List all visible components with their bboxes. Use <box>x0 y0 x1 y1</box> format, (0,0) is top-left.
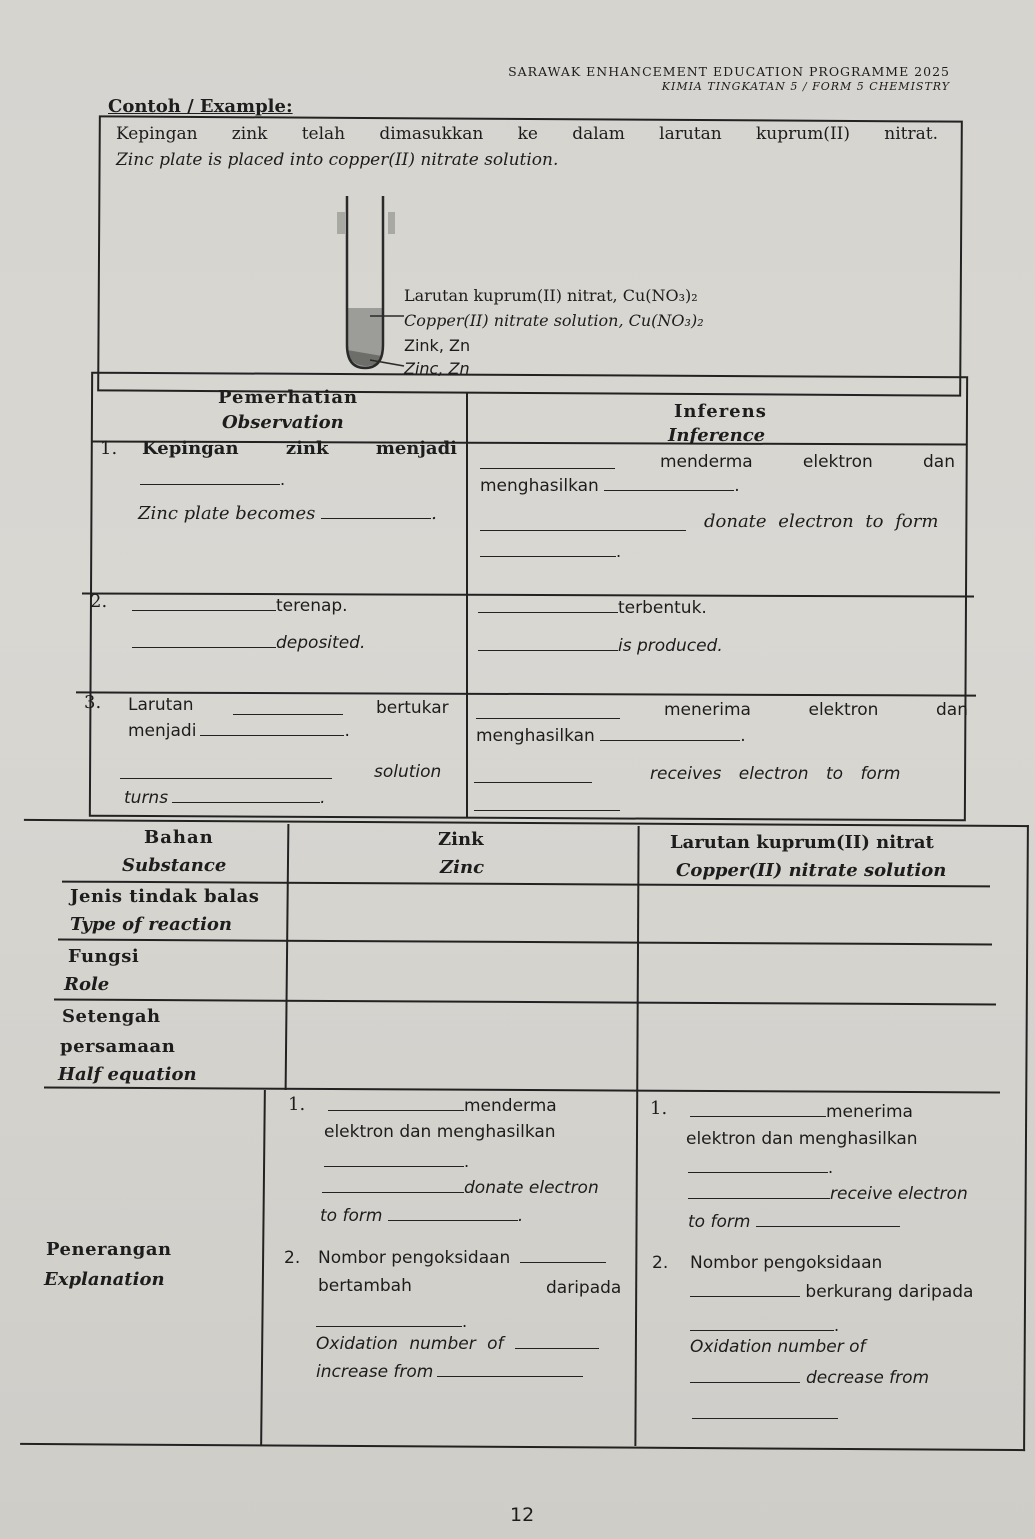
answer-blank[interactable] <box>515 1348 599 1349</box>
row-half-en: Half equation <box>58 1064 197 1085</box>
row-type-ms: Jenis tindak balas <box>70 886 260 907</box>
answer-blank[interactable] <box>478 650 618 651</box>
obs-header-ms: Pemerhatian <box>218 387 359 408</box>
row3-obs-ms-2: bertukar <box>376 698 449 718</box>
sol-expl-2d: decrease from <box>690 1368 929 1388</box>
programme-header: SARAWAK ENHANCEMENT EDUCATION PROGRAMME 2025 <box>508 64 950 79</box>
word: larutan <box>659 124 722 144</box>
solution-label-ms: Larutan kuprum(II) nitrat, Cu(NO₃)₂ <box>404 286 698 305</box>
answer-blank[interactable] <box>120 764 332 783</box>
col-zinc-en: Zinc <box>440 857 485 878</box>
zinc-expl-1d: to form . <box>320 1206 524 1226</box>
solution-label-en: Copper(II) nitrate solution, Cu(NO₃)₂ <box>404 311 704 330</box>
answer-blank[interactable]: . <box>324 1152 469 1171</box>
sol-expl-2c: Oxidation number of <box>690 1337 866 1357</box>
answer-blank[interactable] <box>476 704 620 723</box>
zinc-label-en: Zinc, Zn <box>404 359 470 378</box>
answer-blank[interactable] <box>328 1110 464 1111</box>
inf-header-en: Inference <box>668 425 766 446</box>
row-number: 3. <box>84 692 102 713</box>
row2-obs-ms: terenap. <box>132 596 348 616</box>
row2-inf-ms: terbentuk. <box>478 598 707 618</box>
col-solution-ms: Larutan kuprum(II) nitrat <box>670 832 934 853</box>
answer-blank[interactable] <box>690 1296 800 1297</box>
answer-blank[interactable] <box>756 1226 900 1227</box>
row2-inf-en: is produced. <box>478 636 723 656</box>
test-tube-diagram <box>320 190 410 380</box>
answer-blank[interactable] <box>132 647 276 648</box>
answer-blank[interactable]: . <box>316 1312 467 1331</box>
zinc-plate-top <box>388 212 395 234</box>
answer-blank[interactable] <box>604 490 734 491</box>
row3-inf-ms <box>664 700 968 720</box>
col-solution-en: Copper(II) nitrate solution <box>676 860 947 881</box>
row-number: 1. <box>100 438 118 459</box>
example-statement-ms <box>116 124 938 144</box>
answer-blank[interactable] <box>322 1192 464 1193</box>
zinc-label-ms: Zink, Zn <box>404 336 471 355</box>
answer-blank[interactable] <box>321 518 431 519</box>
row1-inf-ms <box>660 452 955 472</box>
answer-blank[interactable] <box>692 1404 838 1423</box>
row-half-ms-2: persamaan <box>60 1036 176 1057</box>
word: menjadi <box>375 438 457 459</box>
zinc-expl-2b: bertambah <box>318 1276 412 1296</box>
zinc-expl-1c: donate electron <box>322 1178 599 1198</box>
word: dalam <box>572 124 625 144</box>
word: elektron <box>802 452 873 472</box>
row-expl-en: Explanation <box>44 1269 165 1290</box>
answer-blank[interactable] <box>480 454 615 473</box>
sol-expl-2b: berkurang daripada <box>690 1282 973 1302</box>
example-statement-en: Zinc plate is placed into copper(II) nitrate solution. <box>116 150 559 170</box>
row3-obs-ms-1: Larutan <box>128 695 194 715</box>
row3-obs-en-1: solution <box>374 762 442 782</box>
answer-blank[interactable] <box>474 768 592 787</box>
row-type-en: Type of reaction <box>70 914 232 935</box>
answer-blank[interactable]: . <box>688 1158 833 1177</box>
zinc-expl-2e: increase from <box>316 1362 583 1382</box>
col-substance-en: Substance <box>122 855 227 876</box>
inf-header-ms: Inferens <box>674 401 767 422</box>
answer-blank[interactable] <box>437 1376 583 1377</box>
row2-obs-en: deposited. <box>132 633 365 653</box>
obs-col-divider <box>466 392 468 817</box>
zinc-plate-top <box>337 212 345 234</box>
answer-blank[interactable] <box>478 612 618 613</box>
word: dan <box>923 452 955 472</box>
word: zink <box>231 124 268 144</box>
sol-expl-num-2: 2. <box>652 1253 669 1273</box>
answer-blank[interactable] <box>600 740 740 741</box>
word: telah <box>301 124 346 144</box>
sol-expl-1d: to form <box>688 1212 900 1232</box>
answer-blank[interactable] <box>688 1198 830 1199</box>
sol-expl-1b: elektron dan menghasilkan <box>686 1129 918 1149</box>
row-expl-ms: Penerangan <box>46 1239 172 1260</box>
row3-inf-en: receives electron to form <box>650 764 901 784</box>
answer-blank[interactable]: . <box>140 470 285 489</box>
zinc-expl-num-1: 1. <box>288 1094 306 1115</box>
answer-blank[interactable] <box>172 802 320 803</box>
word: nitrat. <box>884 124 938 144</box>
answer-blank[interactable] <box>132 610 276 611</box>
zinc-expl-2c: daripada <box>546 1278 622 1298</box>
row-half-ms-1: Setengah <box>62 1006 161 1027</box>
answer-blank[interactable]: . <box>480 542 621 561</box>
row3-inf-ms-2: menghasilkan . <box>476 726 746 746</box>
row-role-en: Role <box>64 974 110 995</box>
answer-blank[interactable] <box>690 1116 826 1117</box>
row1-inf-en: donate electron to form <box>704 511 939 532</box>
page-number: 12 <box>510 1504 535 1526</box>
row3-obs-en-2: turns . <box>124 788 326 808</box>
answer-blank[interactable]: . <box>690 1316 839 1335</box>
word: dimasukkan <box>379 124 484 144</box>
answer-blank[interactable] <box>690 1382 800 1383</box>
col-substance-ms: Bahan <box>144 827 214 848</box>
row1-obs-en: Zinc plate becomes . <box>138 503 437 524</box>
zinc-expl-num-2: 2. <box>284 1248 301 1268</box>
word: Kepingan <box>116 124 198 144</box>
sol-expl-2a: Nombor pengoksidaan <box>690 1253 883 1273</box>
example-title: Contoh / Example: <box>108 96 293 117</box>
zinc-expl-1b: elektron dan menghasilkan <box>324 1122 556 1142</box>
subject-header: KIMIA TINGKATAN 5 / FORM 5 CHEMISTRY <box>661 80 950 93</box>
answer-blank[interactable] <box>233 700 343 719</box>
col-zinc-ms: Zink <box>438 829 484 850</box>
sol-expl-1a: menerima <box>690 1102 913 1122</box>
word: dan <box>936 700 968 720</box>
obs-header-en: Observation <box>222 412 344 433</box>
row-role-ms: Fungsi <box>68 946 140 967</box>
word: ke <box>517 124 538 144</box>
sol-expl-1c: receive electron <box>688 1184 968 1204</box>
zinc-expl-2d: Oxidation number of <box>316 1334 599 1354</box>
answer-blank[interactable] <box>388 1220 518 1221</box>
row3-obs-ms-3: menjadi . <box>128 721 350 741</box>
word: zink <box>285 438 329 459</box>
answer-blank[interactable] <box>200 735 344 736</box>
row1-inf-ms-2: menghasilkan . <box>480 476 740 496</box>
word: elektron <box>808 700 879 720</box>
word: Kepingan <box>142 438 239 459</box>
answer-blank[interactable] <box>520 1262 606 1263</box>
row-number: 2. <box>90 591 108 612</box>
word: kuprum(II) <box>755 124 851 144</box>
word: menerima <box>664 700 751 720</box>
zinc-expl-2a: Nombor pengoksidaan <box>318 1248 606 1268</box>
word: menderma <box>660 452 753 472</box>
sol-expl-num-1: 1. <box>650 1098 668 1119</box>
row1-obs-ms <box>142 438 457 459</box>
zinc-expl-1a: menderma <box>328 1096 557 1116</box>
answer-blank[interactable] <box>474 796 620 815</box>
answer-blank[interactable] <box>480 516 686 535</box>
